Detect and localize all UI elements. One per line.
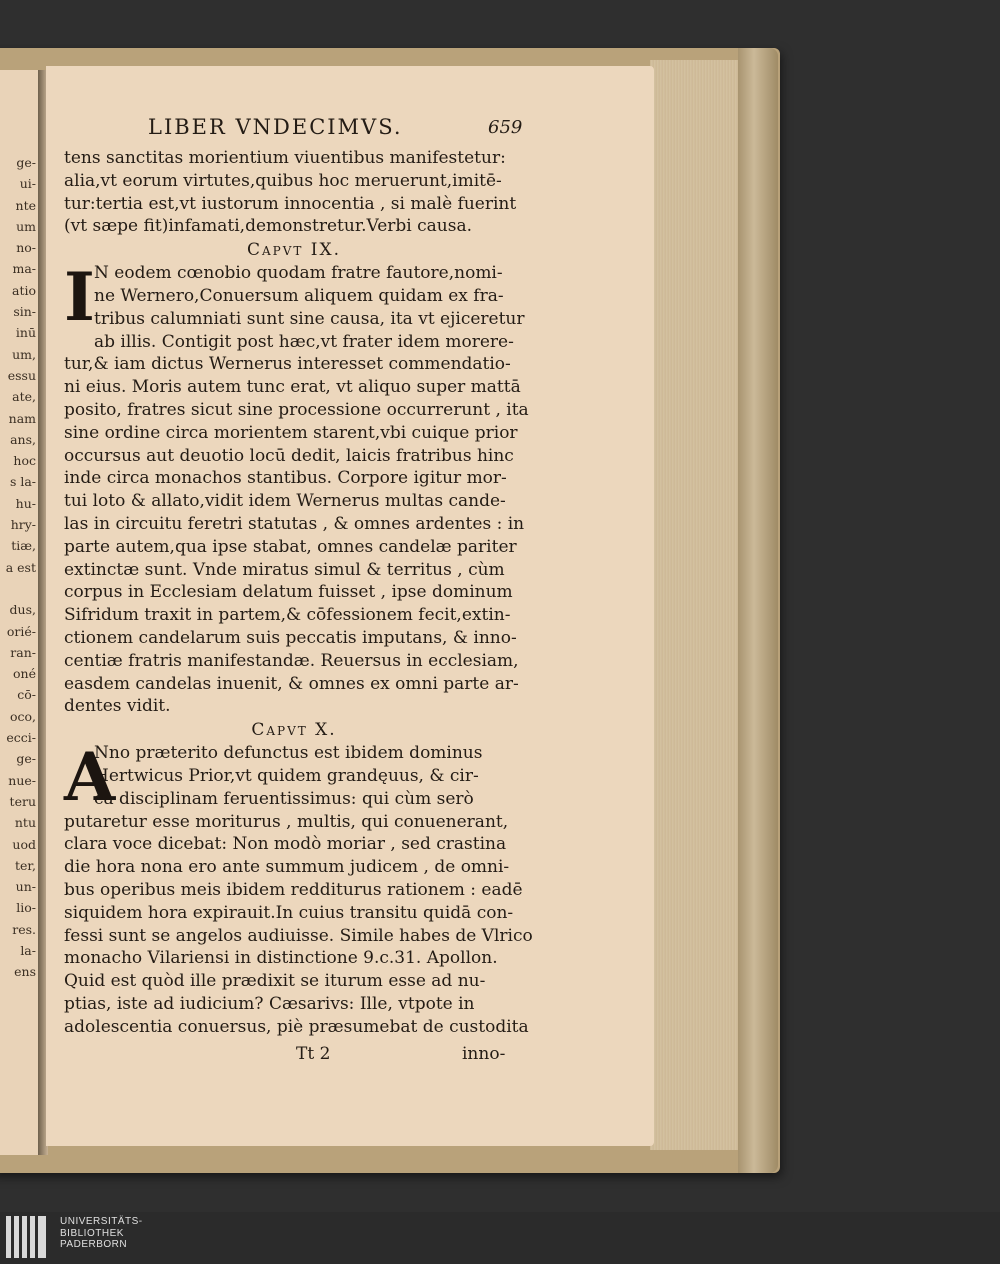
text-line: ne Wernero,Conuersum aliquem quidam ex fra- bbox=[94, 285, 504, 306]
margin-fragment: atio bbox=[12, 282, 36, 298]
text-line: Sifridum traxit in partem,& cōfessionem fecit,extin- bbox=[64, 605, 511, 626]
margin-fragment: ma- bbox=[12, 261, 36, 277]
margin-fragment: hoc bbox=[13, 453, 36, 469]
library-name-line1: UNIVERSITÄTS- bbox=[60, 1216, 143, 1227]
chapter-heading-ix: Capvt IX. bbox=[246, 240, 342, 261]
text-line: Hertwicus Prior,vt quidem grandęuus, & cir- bbox=[94, 765, 479, 786]
margin-fragment: tiæ, bbox=[11, 538, 36, 554]
text-line: ptias, iste ad iudicium? Cæsarivs: Ille, vtpote in bbox=[64, 993, 475, 1014]
margin-fragment: um, bbox=[12, 346, 36, 362]
text-line: putaretur esse moriturus , multis, qui conuenerant, bbox=[64, 811, 509, 832]
running-header bbox=[64, 107, 524, 147]
drop-cap-x: A bbox=[64, 738, 116, 817]
margin-fragment: teru bbox=[9, 793, 36, 809]
text-line: corpus in Ecclesiam delatum fuisset , ipse dominum bbox=[64, 582, 513, 603]
text-line: tui loto & allato,vidit idem Wernerus multas cande- bbox=[64, 491, 506, 512]
cover-edge bbox=[738, 48, 778, 1173]
text-line: tens sanctitas morientium viuentibus manifestetur: bbox=[64, 148, 506, 168]
margin-fragment: ui- bbox=[19, 176, 36, 192]
margin-fragment: cō- bbox=[17, 687, 36, 703]
text-line: bus operibus meis ibidem redditurus rationem : eadē bbox=[64, 879, 523, 900]
page-footer bbox=[64, 1042, 524, 1072]
margin-fragment: um bbox=[16, 218, 36, 234]
margin-fragment: oco, bbox=[9, 708, 36, 724]
margin-fragment: ran- bbox=[10, 644, 36, 660]
margin-fragment: nam bbox=[8, 410, 36, 426]
signature-mark: Tt 2 bbox=[296, 1044, 331, 1065]
library-name-line2: BIBLIOTHEK bbox=[60, 1227, 124, 1239]
library-name bbox=[60, 1216, 143, 1251]
margin-fragment: dus, bbox=[9, 602, 36, 618]
margin-fragment: ens bbox=[14, 964, 36, 980]
text-line: die hora nona ero ante summum judicem , de omni- bbox=[64, 857, 510, 878]
margin-fragment: un- bbox=[15, 879, 36, 895]
text-line: dentes vidit. bbox=[64, 696, 171, 717]
text-line: Quid est quòd ille prædixit se iturum esse ad nu- bbox=[64, 971, 486, 992]
text-line: easdem candelas inuenit, & omnes ex omni parte ar- bbox=[64, 673, 519, 694]
chapter-x-body bbox=[64, 738, 524, 817]
margin-fragment: ate, bbox=[12, 389, 36, 405]
left-margin-fragments bbox=[0, 152, 36, 983]
text-line: posito, fratres sicut sine processione occurrerunt , ita bbox=[64, 399, 529, 420]
margin-fragment: a est bbox=[5, 559, 36, 575]
text-line: occursus aut deuotio locū dedit, laicis fratribus hinc bbox=[64, 445, 514, 466]
chapter-ix-body bbox=[64, 258, 525, 353]
margin-fragment: uod bbox=[12, 836, 36, 852]
text-line: extinctæ sunt. Vnde miratus simul & territus , cùm bbox=[64, 559, 505, 580]
chapter-ix-indented-lines bbox=[64, 258, 525, 353]
chapter-heading-x: Capvt X. bbox=[251, 720, 337, 741]
text-line: tur:tertia est,vt iustorum innocentia , si malè fuerint bbox=[64, 193, 517, 214]
text-line: adolescentia conuersus, piè præsumebat de custodita bbox=[64, 1016, 529, 1037]
library-footer-bar bbox=[0, 1212, 1000, 1264]
margin-fragment bbox=[0, 578, 36, 599]
paragraph-intro bbox=[64, 147, 524, 238]
chapter-x-lines bbox=[64, 811, 533, 1039]
text-line: clara voce dicebat: Non modò moriar , sed crastina bbox=[64, 834, 507, 855]
margin-fragment: la- bbox=[20, 942, 36, 958]
margin-fragment: nue- bbox=[8, 772, 36, 788]
text-line: ni eius. Moris autem tunc erat, vt aliquo super mattā bbox=[64, 377, 521, 398]
margin-fragment: inū bbox=[15, 325, 36, 341]
margin-fragment: no- bbox=[16, 240, 36, 256]
margin-fragment: ntu bbox=[14, 815, 36, 831]
text-line: las in circuitu feretri statutas , & omnes ardentes : in bbox=[64, 513, 525, 534]
library-logo-icon bbox=[6, 1216, 52, 1258]
text-line: centiæ fratris manifestandæ. Reuersus in ecclesiam, bbox=[64, 650, 519, 671]
left-page-edge bbox=[0, 70, 39, 1155]
text-line: tribus calumniati sunt sine causa, ita vt ejiceretur bbox=[94, 308, 525, 329]
text-line: Nno præterito defunctus est ibidem dominus bbox=[94, 743, 483, 764]
running-title: LIBER VNDECIMVS. bbox=[148, 115, 403, 139]
text-line: siquidem hora expirauit.In cuius transitu quidā con- bbox=[64, 902, 514, 923]
margin-fragment: ge- bbox=[16, 751, 36, 767]
margin-fragment: hry- bbox=[10, 517, 36, 533]
text-line: ctionem candelarum suis peccatis imputans, & inno- bbox=[64, 627, 517, 648]
margin-fragment: ter, bbox=[15, 857, 36, 873]
margin-fragment: res. bbox=[12, 921, 36, 937]
margin-fragment: essu bbox=[7, 367, 36, 383]
margin-fragment: lio- bbox=[16, 900, 36, 916]
text-line: inde circa monachos stantibus. Corpore igitur mor- bbox=[64, 468, 507, 489]
text-line: tur,& iam dictus Wernerus interesset commendatio- bbox=[64, 354, 511, 375]
margin-fragment: sin- bbox=[13, 304, 36, 320]
text-line: alia,vt eorum virtutes,quibus hoc meruerunt,imitē- bbox=[64, 170, 502, 191]
page-text bbox=[64, 107, 533, 1072]
margin-fragment: ge- bbox=[16, 155, 36, 170]
page-number: 659 bbox=[488, 117, 523, 138]
text-line: fessi sunt se angelos audiuisse. Simile habes de Vlrico bbox=[64, 925, 533, 946]
margin-fragment: hu- bbox=[15, 495, 36, 511]
chapter-ix-lines bbox=[64, 353, 529, 718]
margin-fragment: ans, bbox=[10, 431, 36, 447]
library-name-line3: PADERBORN bbox=[60, 1239, 128, 1250]
page-stack-edges bbox=[650, 60, 742, 1150]
text-line: sine ordine circa morientem starent,vbi cuique prior bbox=[64, 422, 518, 443]
margin-fragment: orié- bbox=[6, 623, 36, 639]
text-line: (vt sæpe fit)infamati,demonstretur.Verbi causa. bbox=[64, 216, 472, 237]
margin-fragment: nte bbox=[15, 197, 36, 213]
text-line: parte autem,qua ipse stabat, omnes candelæ pariter bbox=[64, 536, 517, 557]
chapter-x-indented-lines bbox=[64, 738, 524, 817]
margin-fragment: s la- bbox=[9, 474, 36, 490]
text-line: ab illis. Contigit post hæc,vt frater idem morere- bbox=[94, 331, 514, 352]
text-line: ca disciplinam feruentissimus: qui cùm serò bbox=[94, 788, 474, 809]
catchword: inno- bbox=[462, 1044, 506, 1065]
text-line: monacho Vilariensi in distinctione 9.c.31. Apollon. bbox=[64, 948, 498, 969]
text-line: N eodem cœnobio quodam fratre fautore,nomi- bbox=[94, 263, 503, 284]
margin-fragment: oné bbox=[13, 666, 36, 682]
margin-fragment: ecci- bbox=[6, 730, 36, 746]
drop-cap-ix: I bbox=[64, 258, 95, 337]
